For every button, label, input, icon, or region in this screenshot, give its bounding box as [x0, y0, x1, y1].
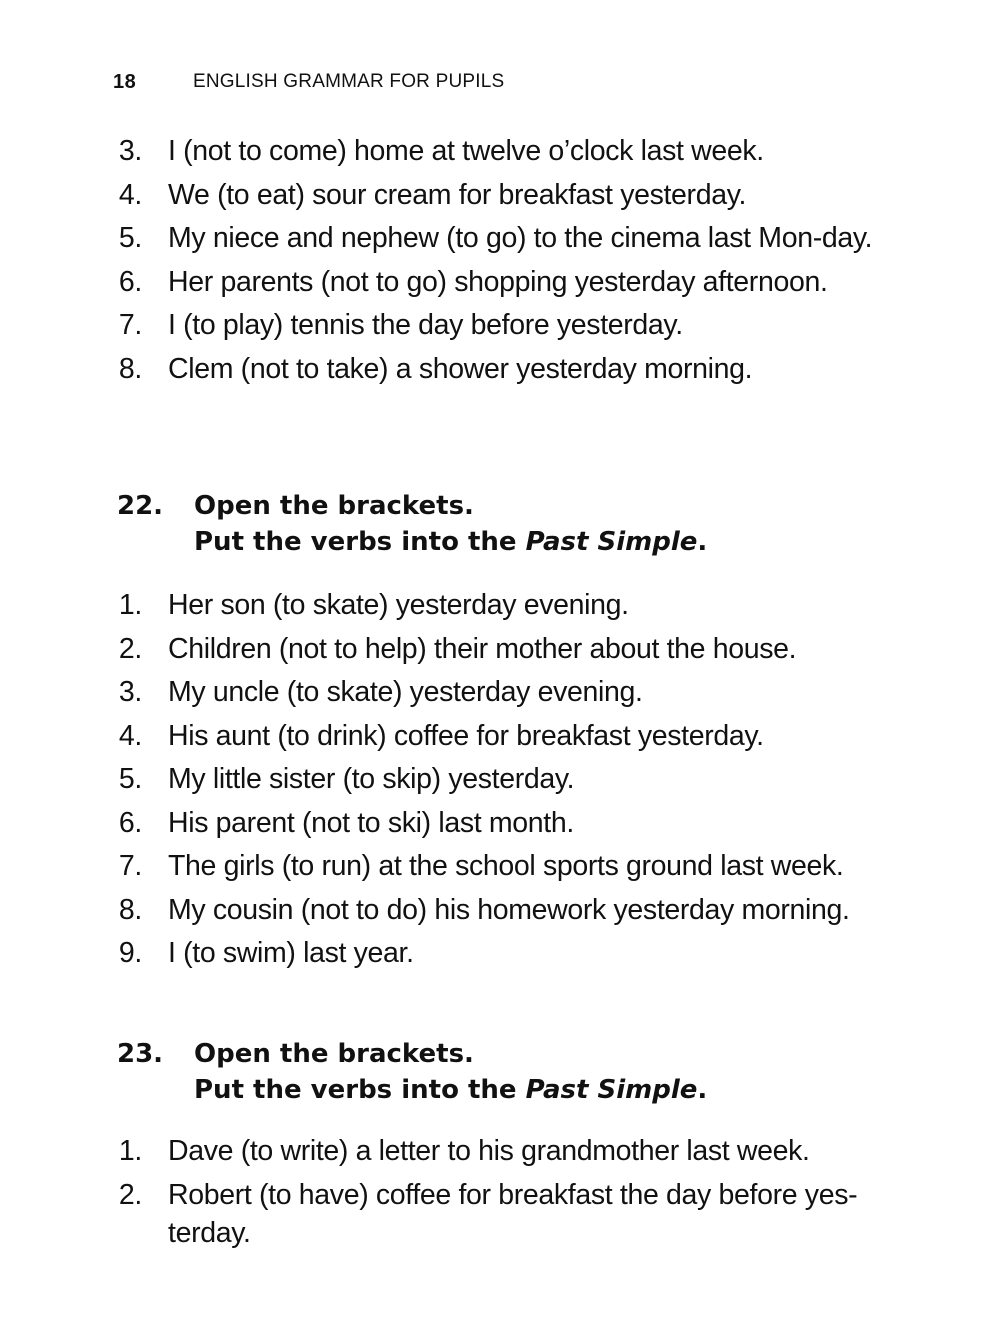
- item-text: Her son (to skate) yesterday evening.: [168, 589, 629, 621]
- instruction-prefix: Put the verbs into the: [194, 1075, 526, 1105]
- item-text: My cousin (not to do) his homework yesterday morning.: [168, 893, 850, 926]
- list-item: [0, 219, 1000, 257]
- exercise-23-list: [0, 1132, 1000, 1257]
- list-item: [0, 804, 1000, 842]
- exercise-instruction: [194, 1036, 707, 1108]
- exercise-22-list: [0, 586, 1000, 978]
- item-number: 8.: [118, 893, 142, 926]
- list-item: [0, 891, 1000, 929]
- instruction-suffix: .: [697, 527, 708, 557]
- exercise-number: 22.: [117, 491, 164, 521]
- item-text: His aunt (to drink) coffee for breakfast yesterday.: [168, 719, 764, 752]
- item-text: My little sister (to skip) yesterday.: [168, 763, 575, 795]
- book-title: ENGLISH GRAMMAR FOR PUPILS: [193, 71, 505, 92]
- item-text: Robert (to have) coffee for breakfast the day before yes-terday.: [168, 1178, 858, 1249]
- list-item: [0, 132, 1000, 170]
- item-text: The girls (to run) at the school sports ground last week.: [168, 850, 844, 882]
- instruction-prefix: Put the verbs into the: [194, 527, 526, 557]
- item-number: 1.: [118, 1135, 142, 1167]
- list-item: [0, 263, 1000, 301]
- list-item: [0, 717, 1000, 755]
- item-text: My uncle (to skate) yesterday evening.: [168, 676, 643, 708]
- exercise-23-heading: [0, 1036, 1000, 1108]
- list-item: [0, 306, 1000, 344]
- list-item: [0, 350, 1000, 388]
- exercise-22-heading: [0, 488, 1000, 560]
- item-number: 8.: [118, 352, 142, 385]
- item-text: His parent (not to ski) last month.: [168, 806, 574, 839]
- list-item: [0, 847, 1000, 885]
- list-item: [0, 630, 1000, 668]
- item-number: 3.: [118, 676, 142, 708]
- instruction-suffix: .: [697, 1075, 708, 1105]
- list-item: [0, 1176, 1000, 1252]
- instruction-line-1: Open the brackets.: [194, 491, 474, 521]
- item-text: Clem (not to take) a shower yesterday morning.: [168, 352, 753, 385]
- item-text: I (to swim) last year.: [168, 937, 414, 969]
- instruction-line-2: [194, 524, 707, 560]
- item-text: Dave (to write) a letter to his grandmother last week.: [168, 1135, 810, 1167]
- item-number: 7.: [118, 850, 142, 882]
- prev-exercise-list: [0, 132, 1000, 393]
- item-number: 6.: [118, 265, 142, 298]
- list-item: [0, 760, 1000, 798]
- exercise-number: 23.: [117, 1039, 164, 1069]
- item-text: Children (not to help) their mother about the house.: [168, 632, 797, 665]
- item-number: 2.: [118, 1178, 142, 1211]
- item-number: 5.: [118, 763, 142, 795]
- tense-name: Past Simple: [525, 1075, 698, 1105]
- list-item: [0, 673, 1000, 711]
- item-number: 6.: [118, 806, 142, 839]
- item-text: We (to eat) sour cream for breakfast yesterday.: [168, 178, 747, 211]
- item-text: Her parents (not to go) shopping yesterday afternoon.: [168, 265, 828, 298]
- item-text: My niece and nephew (to go) to the cinema last Mon-day.: [168, 222, 873, 254]
- list-item: [0, 586, 1000, 624]
- exercise-instruction: [194, 488, 707, 560]
- instruction-line-1: Open the brackets.: [194, 1039, 474, 1069]
- item-number: 5.: [118, 222, 142, 254]
- tense-name: Past Simple: [525, 527, 698, 557]
- list-item: [0, 934, 1000, 972]
- item-number: 1.: [118, 589, 142, 621]
- instruction-line-2: [194, 1072, 707, 1108]
- item-text: I (not to come) home at twelve o’clock last week.: [168, 135, 764, 167]
- item-number: 3.: [118, 135, 142, 167]
- item-number: 9.: [118, 937, 142, 969]
- item-number: 4.: [118, 719, 142, 752]
- list-item: [0, 1132, 1000, 1170]
- running-header: [113, 68, 504, 96]
- list-item: [0, 176, 1000, 214]
- item-number: 7.: [118, 309, 142, 341]
- page-number: 18: [113, 70, 137, 93]
- item-text: I (to play) tennis the day before yesterday.: [168, 309, 683, 341]
- item-number: 2.: [118, 632, 142, 665]
- item-number: 4.: [118, 178, 142, 211]
